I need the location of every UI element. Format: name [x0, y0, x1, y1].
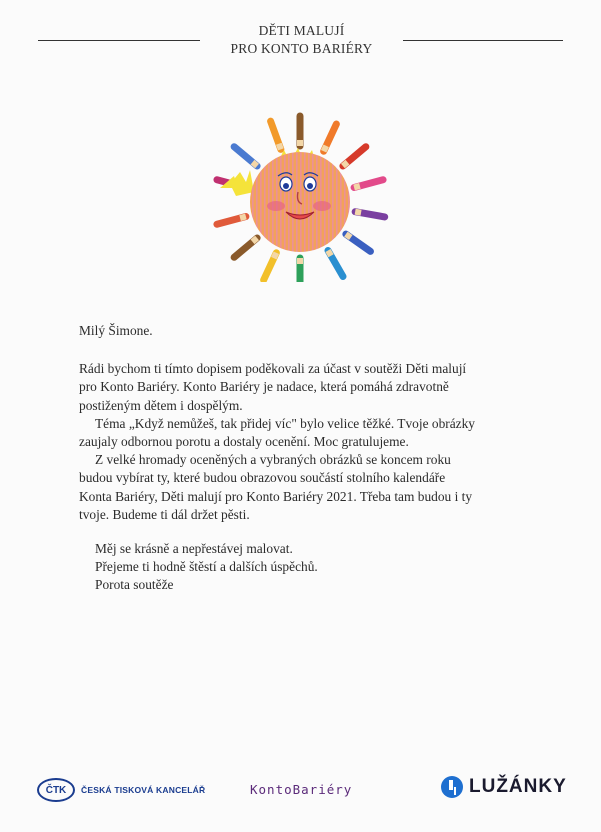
sun-with-pencils-icon: [212, 112, 394, 282]
pencil-tip: [253, 238, 258, 242]
sun-cheek-right: [313, 201, 331, 211]
letter-closing: [79, 540, 539, 595]
header-rule-left: [38, 40, 200, 41]
page-title: [200, 22, 403, 58]
closing-line-1: Měj se krásně a nepřestávej malovat.: [95, 541, 293, 557]
paragraph-1-line-3: postiženým dětem i dospělým.: [79, 397, 243, 413]
ctk-badge: ČTK: [37, 778, 75, 802]
konto-bariery-logo: KontoBariéry: [250, 782, 353, 797]
paragraph-2-line-1: Téma „Když nemůžeš, tak přidej víc" bylo velice těžké. Tvoje obrázky: [95, 415, 476, 431]
luzanky-icon: [441, 776, 463, 798]
letter-greeting: Milý Šimone.: [79, 323, 153, 338]
pencil-tip: [324, 146, 327, 151]
ctk-logo: [37, 778, 205, 802]
sun-cheek-left: [267, 201, 285, 211]
pencil-tip: [253, 162, 258, 166]
paragraph-3-line-4: tvoje. Budeme ti dál držet pěsti.: [79, 506, 250, 522]
pencil-tip: [354, 186, 360, 188]
paragraph-3-line-2: budou vybírat ty, které budou obrazovou součástí stolního kalendáře: [79, 470, 446, 486]
title-line-2: PRO KONTO BARIÉRY: [230, 41, 373, 56]
title-line-1: DĚTI MALUJÍ: [258, 23, 345, 38]
closing-signature: Porota soutěže: [95, 577, 174, 593]
header-rule-right: [403, 40, 563, 41]
letter-body: [79, 322, 539, 595]
pencil-tip: [355, 212, 361, 213]
paragraph-3-line-1: Z velké hromady oceněných a vybraných obrázků se koncem roku: [95, 452, 451, 468]
paragraph-2-line-2: zaujaly odbornou porotu a dostaly ocenění. Moc gratulujeme.: [79, 434, 409, 450]
footer-logos: [0, 776, 601, 806]
paragraph-1-line-1: Rádi bychom ti tímto dopisem poděkovali za účast v soutěži Děti malují: [79, 361, 467, 377]
pencil-tip: [346, 234, 351, 237]
pencil-tip: [328, 250, 331, 255]
pencil-tip: [274, 253, 277, 258]
paragraph-1-line-2: pro Konto Bariéry. Konto Bariéry je nadace, která pomáhá zdravotně: [79, 379, 449, 395]
pencil-tip: [279, 144, 281, 150]
luzanky-name: LUŽÁNKY: [469, 776, 567, 797]
ctk-name: ČESKÁ TISKOVÁ KANCELÁŘ: [81, 785, 206, 795]
pencil-tip: [240, 216, 246, 218]
closing-line-2: Přejeme ti hodně štěstí a dalších úspěchů.: [95, 559, 318, 575]
pencil-tip: [343, 162, 348, 166]
luzanky-logo: [441, 776, 567, 798]
paragraph-3-line-3: Konta Bariéry, Děti malují pro Konto Bariéry 2021. Třeba tam budou i ty: [79, 488, 473, 504]
